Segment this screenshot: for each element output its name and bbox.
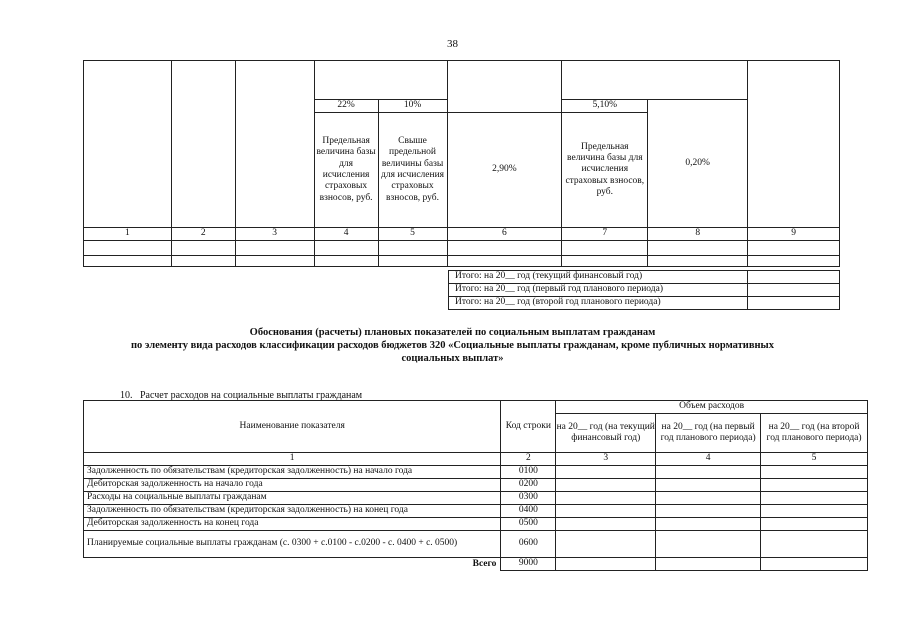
heading-line: по элементу вида расходов классификации расходов бюджетов 320 «Социальные выплаты гражданам, кроме публичных нормативных: [130, 340, 775, 352]
cell-c45-header: [314, 61, 447, 100]
cell-c7: Предельная величина базы для исчисления страховых взносов, руб.: [562, 113, 648, 228]
col-number: 4: [656, 453, 761, 466]
table-row: [449, 284, 840, 297]
row-code: 0400: [501, 505, 556, 518]
col-number: 3: [556, 453, 656, 466]
section-number: 10.: [120, 390, 133, 401]
section-title: Расчет расходов на социальные выплаты гражданам: [140, 390, 363, 401]
col-number: 5: [378, 228, 447, 241]
col-number: 8: [648, 228, 748, 241]
total-row: [84, 558, 868, 571]
heading-line: Обоснования (расчеты) плановых показателей по социальным выплатам гражданам: [249, 327, 656, 338]
col-number: 3: [235, 228, 314, 241]
cell-c4: Предельная величина базы для исчисления страховых взносов, руб.: [314, 113, 378, 228]
row-code: 0100: [501, 466, 556, 479]
header-name: Наименование показателя: [84, 401, 501, 453]
col-number: 7: [562, 228, 648, 241]
cell-c1-header: [84, 61, 172, 228]
table-row: [84, 518, 868, 531]
header-volume: Объем расходов: [556, 401, 868, 414]
row-name: Задолженность по обязательствам (кредиторская задолженность) на конец года: [84, 505, 501, 518]
col-number: 5: [761, 453, 868, 466]
section-heading: [90, 326, 815, 365]
col-number: 9: [748, 228, 840, 241]
col-number: 2: [171, 228, 235, 241]
row-name: Задолженность по обязательствам (кредиторская задолженность) на начало года: [84, 466, 501, 479]
col-number: 6: [447, 228, 562, 241]
contributions-table: [83, 60, 840, 267]
table-row: [84, 256, 840, 267]
col-number: 1: [84, 228, 172, 241]
totals-table: [448, 270, 840, 310]
header-code: Код строки: [501, 401, 556, 453]
cell-c6: 2,90%: [447, 113, 562, 228]
cell-c3-header: [235, 61, 314, 228]
cell-c9-header: [748, 61, 840, 228]
cell-c5: Свыше предельной величины базы для исчисления страховых взносов, руб.: [378, 113, 447, 228]
percent-10: 10%: [378, 100, 447, 113]
table-row: [449, 271, 840, 284]
social-payments-table: [83, 400, 868, 571]
row-name: Планируемые социальные выплаты гражданам (с. 0300 + с.0100 - с.0200 - с. 0400 + с. 0500): [84, 531, 501, 558]
row-code: 0500: [501, 518, 556, 531]
cell-c6-header: [447, 61, 562, 113]
total-second-plan-year: Итого: на 20__ год (второй год планового периода): [449, 297, 748, 310]
table-row: [84, 531, 868, 558]
cell-c8: 0,20%: [648, 100, 748, 228]
total-label: Всего: [84, 558, 501, 571]
row-code: 0200: [501, 479, 556, 492]
row-code: 0300: [501, 492, 556, 505]
col-number: 4: [314, 228, 378, 241]
table-row: [84, 479, 868, 492]
table-row: [84, 492, 868, 505]
cell-c2-header: [171, 61, 235, 228]
col-number: 2: [501, 453, 556, 466]
table-row: [84, 505, 868, 518]
percent-510: 5,10%: [562, 100, 648, 113]
header-year1: на 20__ год (на текущий финансовый год): [556, 414, 656, 453]
col-number: 1: [84, 453, 501, 466]
header-year2: на 20__ год (на первый год планового периода): [656, 414, 761, 453]
row-name: Расходы на социальные выплаты гражданам: [84, 492, 501, 505]
header-year3: на 20__ год (на второй год планового периода): [761, 414, 868, 453]
row-code: 0600: [501, 531, 556, 558]
total-code: 9000: [501, 558, 556, 571]
row-name: Дебиторская задолженность на конец года: [84, 518, 501, 531]
total-first-plan-year: Итого: на 20__ год (первый год планового периода): [449, 284, 748, 297]
table-row: [84, 466, 868, 479]
heading-line: социальных выплат»: [401, 353, 504, 365]
page-number: 38: [447, 38, 458, 50]
table-row: [449, 297, 840, 310]
cell-c78-header: [562, 61, 748, 100]
table-row: [84, 241, 840, 256]
row-name: Дебиторская задолженность на начало года: [84, 479, 501, 492]
total-current-year: Итого: на 20__ год (текущий финансовый год): [449, 271, 748, 284]
percent-22: 22%: [314, 100, 378, 113]
